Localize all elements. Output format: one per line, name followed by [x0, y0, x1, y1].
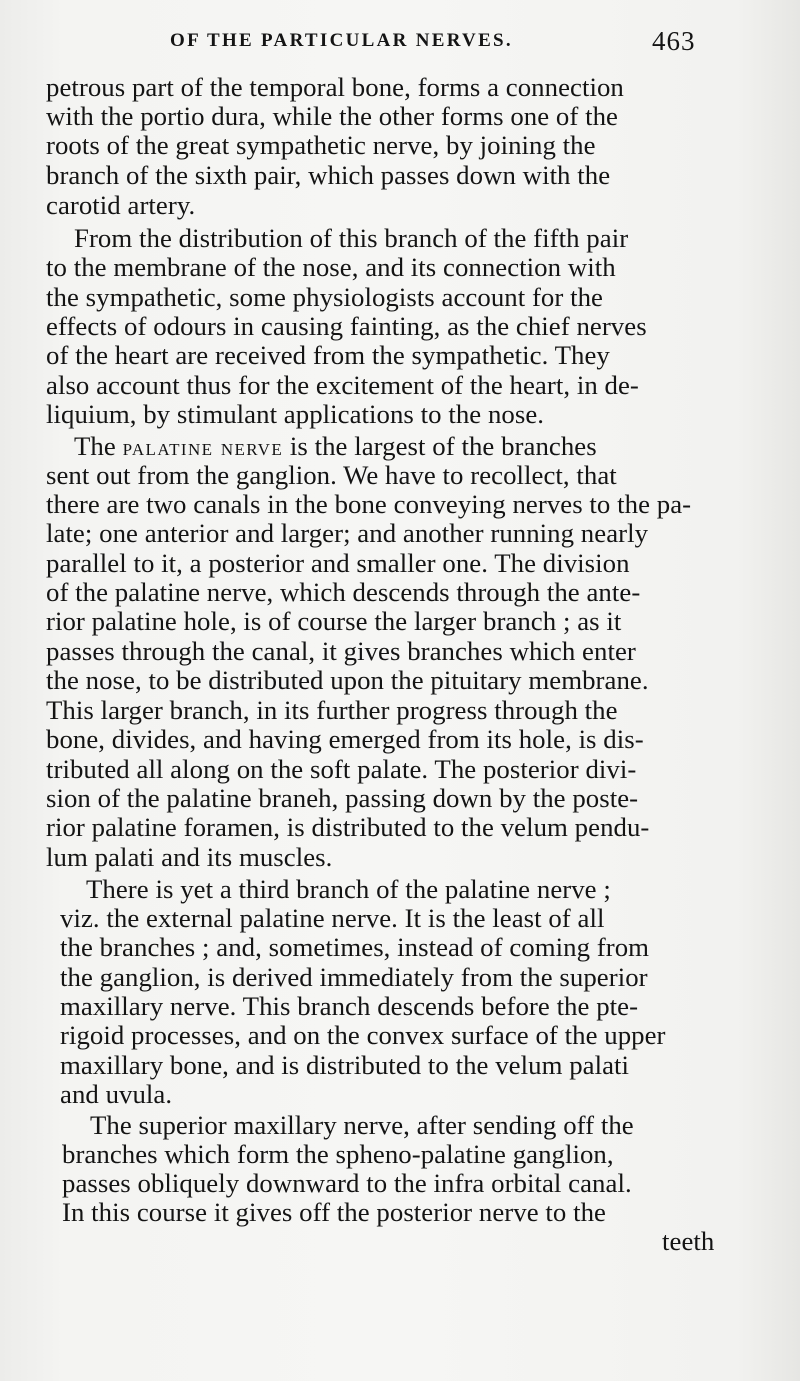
catchword: teeth [662, 1226, 715, 1256]
text-line: petrous part of the temporal bone, forms a connection [46, 72, 624, 102]
text-line: the sympathetic, some physiologists account for the [46, 282, 603, 312]
page-header [0, 28, 800, 62]
text-line: with the portio dura, while the other forms one of the [46, 101, 618, 131]
text-line: parallel to it, a posterior and smaller one. The division [46, 548, 630, 578]
text-line: of the palatine nerve, which descends through the ante- [46, 577, 641, 607]
text-line: effects of odours in causing fainting, as the chief nerves [46, 311, 647, 341]
palatine-nerve-heading: palatine nerve [122, 435, 284, 461]
text-line: tributed all along on the soft palate. The posterior divi- [46, 754, 637, 784]
text-line: bone, divides, and having emerged from its hole, is dis- [46, 724, 644, 754]
text-line: to the membrane of the nose, and its connection with [46, 252, 616, 282]
text-line: viz. the external palatine nerve. It is the least of all [60, 903, 605, 933]
text-line: rior palatine foramen, is distributed to the velum pendu- [46, 812, 650, 842]
text-line: branch of the sixth pair, which passes down with the [46, 160, 611, 190]
text-fragment: The [74, 431, 123, 461]
text-line: passes through the canal, it gives branches which enter [46, 636, 636, 666]
text-line: sion of the palatine braneh, passing down by the poste- [46, 783, 639, 813]
text-line: there are two canals in the bone conveying nerves to the pa- [46, 489, 692, 519]
page-number: 463 [652, 26, 696, 56]
text-line: This larger branch, in its further progress through the [46, 695, 618, 725]
text-line: roots of the great sympathetic nerve, by joining the [46, 130, 596, 160]
text-line [74, 431, 597, 462]
text-line: the ganglion, is derived immediately from the superior [60, 962, 648, 992]
text-line: There is yet a third branch of the palatine nerve ; [86, 874, 611, 904]
text-line: the branches ; and, sometimes, instead of coming from [60, 932, 650, 962]
text-fragment: is the largest of the branches [283, 431, 597, 461]
text-line: liquium, by stimulant applications to the nose. [46, 399, 545, 429]
text-line: The superior maxillary nerve, after sending off the [90, 1110, 634, 1140]
text-line: From the distribution of this branch of the fifth pair [74, 223, 629, 253]
text-line: rior palatine hole, is of course the larger branch ; as it [46, 606, 622, 636]
text-line: and uvula. [60, 1079, 173, 1109]
text-line: branches which form the spheno-palatine ganglion, [62, 1139, 614, 1169]
text-line: also account thus for the excitement of the heart, in de- [46, 370, 639, 400]
running-head: OF THE PARTICULAR NERVES. [170, 30, 513, 51]
text-line: sent out from the ganglion. We have to recollect, that [46, 460, 617, 490]
text-line: rigoid processes, and on the convex surface of the upper [60, 1020, 666, 1050]
text-line: the nose, to be distributed upon the pituitary membrane. [46, 665, 649, 695]
text-line: maxillary nerve. This branch descends before the pte- [60, 991, 639, 1021]
text-line: In this course it gives off the posterior nerve to the [62, 1197, 606, 1227]
text-line: maxillary bone, and is distributed to the velum palati [60, 1050, 630, 1080]
text-line: passes obliquely downward to the infra orbital canal. [62, 1168, 632, 1198]
text-line: late; one anterior and larger; and another running nearly [46, 518, 649, 548]
text-line: of the heart are received from the sympathetic. They [46, 340, 610, 370]
text-line: lum palati and its muscles. [46, 842, 333, 872]
text-line: carotid artery. [46, 190, 196, 220]
